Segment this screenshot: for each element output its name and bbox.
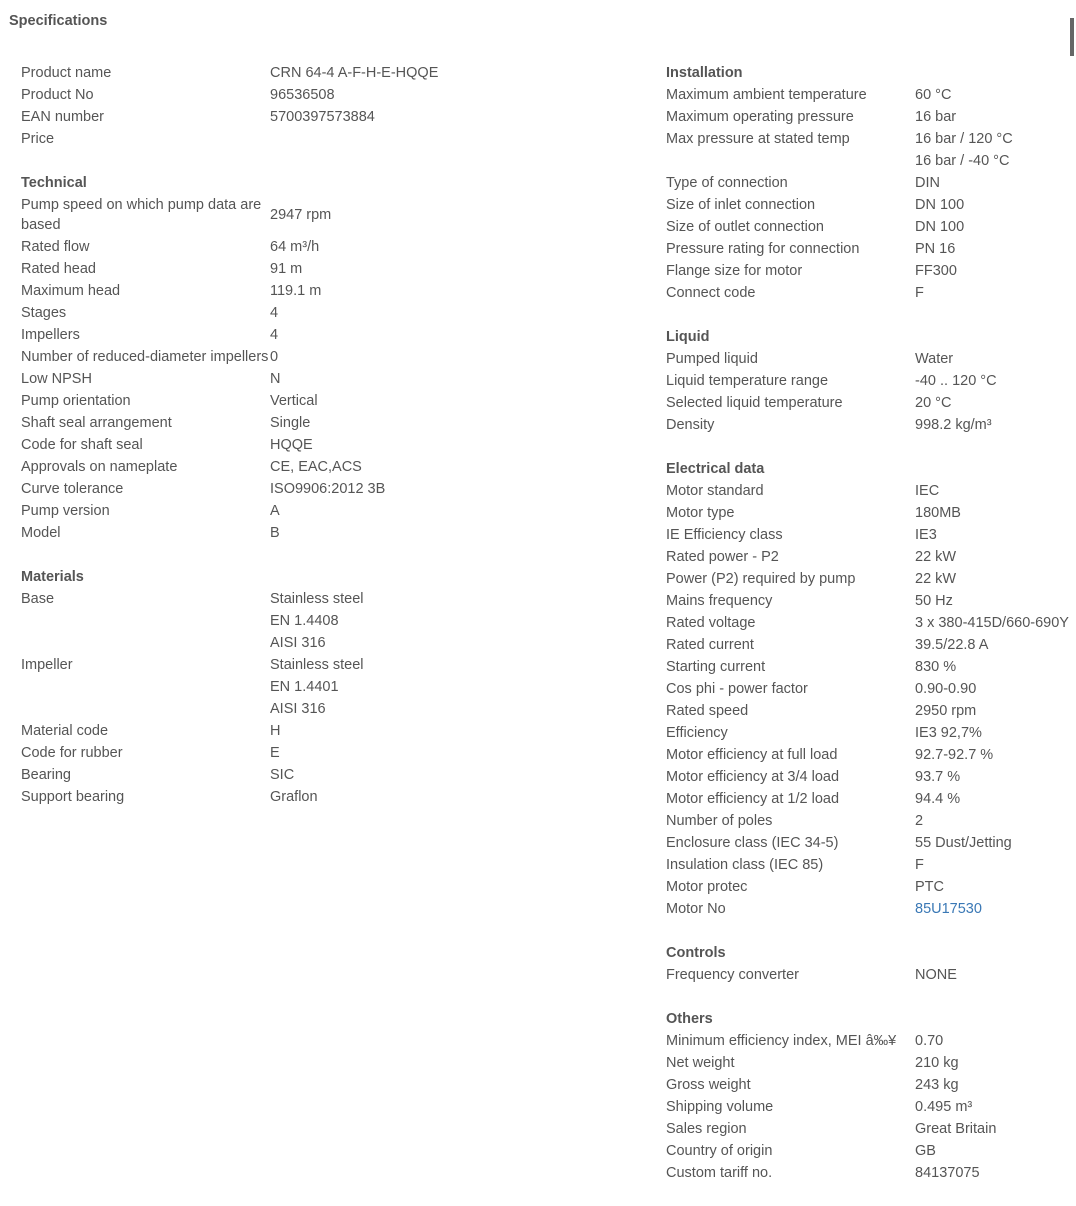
spec-row [21, 478, 438, 500]
spec-value-list [270, 654, 364, 720]
spec-label: Price [21, 131, 55, 147]
spec-label: Gross weight [666, 1077, 751, 1093]
spec-label: Product name [21, 65, 112, 81]
spec-value: EN 1.4401 [270, 679, 339, 695]
section-materials [21, 566, 438, 808]
spec-label: Sales region [666, 1121, 747, 1137]
spec-row [21, 84, 438, 106]
spec-row [666, 1140, 1069, 1162]
spec-value: HQQE [270, 437, 313, 453]
spec-value: F [915, 857, 924, 873]
spec-label: Selected liquid temperature [666, 395, 843, 411]
spec-row [666, 1096, 1069, 1118]
spec-value: Great Britain [915, 1121, 997, 1137]
section-technical [21, 172, 438, 544]
spec-row [666, 590, 1069, 612]
spec-value: Stainless steel [270, 591, 364, 607]
spec-row [21, 368, 438, 390]
spec-value-list [915, 128, 1013, 172]
spec-value: 5700397573884 [270, 109, 375, 125]
spec-value: 180MB [915, 505, 961, 521]
spec-label: Type of connection [666, 175, 788, 191]
spec-value: 2947 rpm [270, 207, 332, 223]
spec-value: E [270, 745, 280, 761]
spec-label: Motor standard [666, 483, 764, 499]
spec-label: Maximum head [21, 283, 121, 299]
spec-row [666, 84, 1069, 106]
spec-label: Power (P2) required by pump [666, 571, 856, 587]
spec-row [666, 392, 1069, 414]
spec-value: NONE [915, 967, 957, 983]
spec-row [666, 656, 1069, 678]
spec-row [21, 346, 438, 368]
spec-row [666, 612, 1069, 634]
spec-row [21, 280, 438, 302]
spec-label: Curve tolerance [21, 481, 124, 497]
spec-row [666, 260, 1069, 282]
spec-label: Approvals on nameplate [21, 459, 178, 475]
spec-label: Density [666, 417, 715, 433]
spec-row [21, 522, 438, 544]
spec-value: 16 bar [915, 109, 957, 125]
spec-value: DN 100 [915, 219, 965, 235]
spec-row [666, 634, 1069, 656]
spec-label: Motor efficiency at full load [666, 747, 838, 763]
left-column [21, 62, 438, 830]
spec-value: 243 kg [915, 1077, 959, 1093]
spec-label: Motor protec [666, 879, 748, 895]
page-title: Specifications [9, 13, 108, 29]
spec-label: Model [21, 525, 61, 541]
spec-label: Support bearing [21, 789, 125, 805]
spec-row [666, 1052, 1069, 1074]
spec-value: Graflon [270, 789, 318, 805]
spec-value: 830 % [915, 659, 957, 675]
section-heading: Materials [21, 569, 84, 585]
spec-value: 3 x 380-415D/660-690Y [915, 615, 1069, 631]
spec-row [21, 412, 438, 434]
spec-row [666, 106, 1069, 128]
spec-label: Number of reduced-diameter impellers [21, 349, 269, 365]
spec-label: Rated power - P2 [666, 549, 779, 565]
section-installation [666, 62, 1069, 304]
spec-row [666, 964, 1069, 986]
spec-value: 22 kW [915, 549, 957, 565]
spec-row [21, 764, 438, 786]
spec-row [21, 194, 438, 236]
spec-value: PN 16 [915, 241, 956, 257]
spec-label: Country of origin [666, 1143, 773, 1159]
spec-row [666, 1074, 1069, 1096]
spec-value: DIN [915, 175, 940, 191]
spec-value: 20 °C [915, 395, 952, 411]
spec-value: IE3 [915, 527, 937, 543]
spec-row [21, 500, 438, 522]
spec-row [666, 678, 1069, 700]
spec-value: -40 .. 120 °C [915, 373, 997, 389]
spec-row [666, 348, 1069, 370]
spec-row [21, 456, 438, 478]
spec-row [21, 62, 438, 84]
spec-label: Efficiency [666, 725, 728, 741]
spec-label: Rated speed [666, 703, 749, 719]
spec-row [21, 588, 438, 654]
spec-label: Rated head [21, 261, 96, 277]
spec-value: CRN 64-4 A-F-H-E-HQQE [270, 65, 439, 81]
spec-label: Flange size for motor [666, 263, 803, 279]
scrollbar-thumb[interactable] [1070, 18, 1074, 56]
spec-value: 16 bar / -40 °C [915, 153, 1010, 169]
spec-label: IE Efficiency class [666, 527, 783, 543]
spec-value: SIC [270, 767, 295, 783]
spec-value: 92.7-92.7 % [915, 747, 994, 763]
spec-row [666, 524, 1069, 546]
spec-label: Motor No [666, 901, 726, 917]
spec-value: ISO9906:2012 3B [270, 481, 386, 497]
section-controls [666, 942, 1069, 986]
spec-label: Motor efficiency at 1/2 load [666, 791, 840, 807]
spec-row [666, 810, 1069, 832]
spec-label: Product No [21, 87, 94, 103]
spec-value: 0 [270, 349, 279, 365]
spec-row [666, 568, 1069, 590]
spec-row [21, 302, 438, 324]
spec-value: 84137075 [915, 1165, 980, 1181]
spec-value: GB [915, 1143, 936, 1159]
spec-value: 998.2 kg/m³ [915, 417, 992, 433]
spec-label: Rated voltage [666, 615, 756, 631]
spec-value: EN 1.4408 [270, 613, 339, 629]
spec-row [666, 546, 1069, 568]
spec-row [666, 480, 1069, 502]
spec-row [666, 1030, 1069, 1052]
spec-row [21, 236, 438, 258]
spec-value: 96536508 [270, 87, 335, 103]
spec-label: Rated current [666, 637, 754, 653]
spec-label: Minimum efficiency index, MEI â‰¥ [666, 1033, 897, 1049]
spec-value: Stainless steel [270, 657, 364, 673]
spec-label: Insulation class (IEC 85) [666, 857, 824, 873]
spec-label: Connect code [666, 285, 756, 301]
spec-label: Maximum ambient temperature [666, 87, 867, 103]
spec-row [21, 128, 438, 150]
spec-value: 22 kW [915, 571, 957, 587]
spec-value: A [270, 503, 280, 519]
spec-row [666, 854, 1069, 876]
spec-value: IE3 92,7% [915, 725, 982, 741]
spec-value: 60 °C [915, 87, 952, 103]
spec-label: Motor efficiency at 3/4 load [666, 769, 840, 785]
spec-row [666, 744, 1069, 766]
spec-label: Max pressure at stated temp [666, 131, 850, 147]
spec-value: 4 [270, 327, 279, 343]
spec-value: 91 m [270, 261, 303, 277]
spec-label: Starting current [666, 659, 766, 675]
spec-row [21, 786, 438, 808]
spec-label: Material code [21, 723, 109, 739]
spec-row [666, 370, 1069, 392]
spec-value: 4 [270, 305, 279, 321]
spec-label: Low NPSH [21, 371, 92, 387]
spec-row [666, 1118, 1069, 1140]
spec-row [666, 898, 1069, 920]
spec-row [666, 172, 1069, 194]
spec-row [666, 700, 1069, 722]
spec-value: IEC [915, 483, 940, 499]
spec-row [21, 654, 438, 720]
spec-label: Shaft seal arrangement [21, 415, 172, 431]
spec-row [21, 434, 438, 456]
spec-value: 0.90-0.90 [915, 681, 977, 697]
spec-label: Base [21, 591, 55, 607]
section-heading: Electrical data [666, 461, 765, 477]
spec-value: 2950 rpm [915, 703, 977, 719]
spec-label: Size of outlet connection [666, 219, 824, 235]
spec-value: 93.7 % [915, 769, 961, 785]
spec-row [21, 258, 438, 280]
section-product [21, 62, 438, 150]
spec-label: Mains frequency [666, 593, 773, 609]
spec-row [666, 128, 1069, 172]
spec-label: Size of inlet connection [666, 197, 816, 213]
spec-row [666, 194, 1069, 216]
spec-label: Maximum operating pressure [666, 109, 854, 125]
right-column [666, 62, 1069, 1206]
spec-value: 16 bar / 120 °C [915, 131, 1013, 147]
spec-value: 94.4 % [915, 791, 961, 807]
spec-value: 2 [915, 813, 924, 829]
spec-row [666, 1162, 1069, 1184]
spec-label: Bearing [21, 767, 71, 783]
spec-row [21, 720, 438, 742]
spec-label: Pumped liquid [666, 351, 758, 367]
section-heading: Liquid [666, 329, 710, 345]
spec-value: PTC [915, 879, 944, 895]
spec-value-list [270, 588, 364, 654]
spec-label: Motor type [666, 505, 735, 521]
spec-row [666, 238, 1069, 260]
spec-value: 210 kg [915, 1055, 959, 1071]
spec-label: Custom tariff no. [666, 1165, 773, 1181]
spec-value: AISI 316 [270, 635, 326, 651]
spec-value: Vertical [270, 393, 318, 409]
spec-label: Impeller [21, 657, 73, 673]
spec-row [666, 282, 1069, 304]
spec-value: 0.70 [915, 1033, 944, 1049]
spec-label: Liquid temperature range [666, 373, 829, 389]
spec-label: Number of poles [666, 813, 773, 829]
spec-value: 0.495 m³ [915, 1099, 973, 1115]
spec-label: Shipping volume [666, 1099, 774, 1115]
spec-value: 64 m³/h [270, 239, 320, 255]
spec-value: H [270, 723, 281, 739]
spec-value: FF300 [915, 263, 957, 279]
spec-row [21, 106, 438, 128]
section-heading: Installation [666, 65, 743, 81]
spec-label: Impellers [21, 327, 80, 343]
spec-label: Net weight [666, 1055, 735, 1071]
spec-row [21, 742, 438, 764]
spec-value: 119.1 m [270, 283, 322, 299]
spec-row [666, 766, 1069, 788]
section-heading: Technical [21, 175, 87, 191]
spec-value: F [915, 285, 924, 301]
spec-value: 50 Hz [915, 593, 953, 609]
spec-label: Pressure rating for connection [666, 241, 860, 257]
section-others [666, 1008, 1069, 1184]
section-heading: Others [666, 1011, 713, 1027]
spec-label: Pump orientation [21, 393, 131, 409]
spec-value: N [270, 371, 281, 387]
spec-label: Pump speed on which pump data are based [21, 197, 262, 233]
spec-label: Pump version [21, 503, 110, 519]
spec-value: DN 100 [915, 197, 965, 213]
spec-row [21, 390, 438, 412]
spec-value: CE, EAC,ACS [270, 459, 362, 475]
spec-label: Code for rubber [21, 745, 123, 761]
spec-label: Cos phi - power factor [666, 681, 808, 697]
spec-value: B [270, 525, 280, 541]
spec-value: Single [270, 415, 311, 431]
spec-row [666, 788, 1069, 810]
spec-value: Water [915, 351, 954, 367]
section-heading: Controls [666, 945, 726, 961]
spec-row [666, 832, 1069, 854]
spec-row [666, 722, 1069, 744]
section-electrical [666, 458, 1069, 920]
spec-value: 55 Dust/Jetting [915, 835, 1012, 851]
section-liquid [666, 326, 1069, 436]
spec-row [666, 414, 1069, 436]
spec-row [666, 502, 1069, 524]
motor-no-link[interactable]: 85U17530 [915, 901, 982, 917]
spec-label: Frequency converter [666, 967, 799, 983]
spec-label: EAN number [21, 109, 105, 125]
spec-label: Stages [21, 305, 67, 321]
spec-label: Enclosure class (IEC 34-5) [666, 835, 839, 851]
spec-value: AISI 316 [270, 701, 326, 717]
spec-value: 39.5/22.8 A [915, 637, 989, 653]
spec-label: Code for shaft seal [21, 437, 143, 453]
spec-row [21, 324, 438, 346]
spec-label: Rated flow [21, 239, 90, 255]
spec-row [666, 216, 1069, 238]
spec-row [666, 876, 1069, 898]
